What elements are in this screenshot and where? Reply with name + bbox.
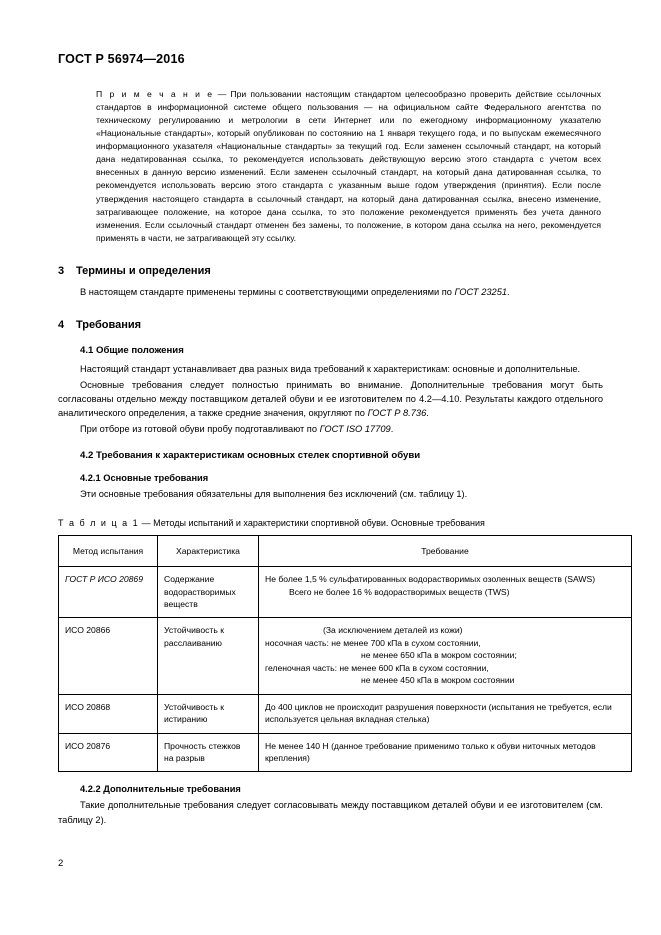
table-1-caption-label: Т а б л и ц а 1	[58, 517, 140, 528]
table-cell-characteristic: Устойчивость к расслаиванию	[158, 618, 259, 694]
requirement-line: не менее 650 кПа в мокром состоянии;	[361, 650, 517, 661]
section-heading-4	[58, 319, 603, 331]
table-1-caption-text: — Методы испытаний и характеристики спортивной обуви. Основные требования	[139, 517, 485, 528]
subsection-4-1-reference-2: ГОСТ ISO 17709	[319, 423, 391, 434]
requirement-line: (За исключением деталей из кожи)	[323, 625, 463, 636]
subsection-4-1-paragraph-3	[58, 422, 603, 436]
table-cell-method: ИСО 20868	[59, 694, 158, 733]
requirement-line: носочная часть: не менее 700 кПа в сухом состоянии,	[265, 637, 481, 648]
table-cell-requirement	[259, 567, 632, 618]
section-heading-3	[58, 265, 603, 277]
subsection-4-1-paragraph-1: Настоящий стандарт устанавливает два разных вида требований к характеристикам: основные и дополнительные.	[80, 364, 581, 375]
subsection-4-2-1-paragraph: Эти основные требования обязательны для выполнения без исключений (см. таблицу 1).	[80, 489, 468, 500]
subsection-heading-4-1: 4.1 Общие положения	[80, 345, 184, 357]
table-cell-requirement	[259, 694, 632, 733]
table-cell-characteristic: Устойчивость к истиранию	[158, 694, 259, 733]
section-3-paragraph-text: В настоящем стандарте применены термины с соответствующими определениями по	[80, 286, 455, 297]
table-cell-requirement	[259, 733, 632, 772]
subsection-heading-4-2-1: 4.2.1 Основные требования	[80, 473, 209, 484]
subsection-4-1-paragraph-2-b: .	[426, 408, 429, 419]
requirement-line: не менее 450 кПа в мокром состоянии	[361, 675, 515, 686]
subsection-heading-4-2-2: 4.2.2 Дополнительные требования	[80, 784, 241, 795]
section-3-reference: ГОСТ 23251	[454, 286, 508, 297]
subsection-4-1-paragraph-2-a: Основные требования следует полностью принимать во внимание. Дополнительные требования могут быть согласованы отдельно между поставщиком деталей обуви и ее изготовителем по 4.2—4.10. Результаты каждого отдельного аналитического определения, а также средние значения, округляют по	[58, 379, 603, 419]
table-header-method: Метод испытания	[59, 535, 158, 566]
table-row	[59, 694, 632, 733]
requirement-line: Не более 1,5 % сульфатированных водорастворимых озоленных веществ (SAWS)	[265, 574, 596, 585]
requirements-table-1	[58, 535, 632, 773]
table-cell-method: ИСО 20876	[59, 733, 158, 772]
table-header-characteristic: Характеристика	[158, 535, 259, 566]
page-title: ГОСТ Р 56974—2016	[58, 52, 185, 66]
subsection-4-1-paragraph-3-b: .	[390, 423, 394, 434]
table-cell-characteristic: Содержание водорастворимых веществ	[158, 567, 259, 618]
note-block	[96, 88, 603, 245]
section-3-number: 3	[58, 264, 65, 277]
subsection-4-1-paragraph-2	[58, 378, 603, 421]
note-label: П р и м е ч а н и е	[96, 89, 214, 99]
requirement-line: До 400 циклов не происходит разрушения поверхности (испытания не требуется, если используется цельная вкладная стелька)	[265, 701, 612, 725]
section-3-paragraph	[58, 285, 603, 299]
table-cell-method: ГОСТ Р ИСО 20869	[59, 567, 158, 618]
table-row	[59, 733, 632, 772]
table-row	[59, 567, 632, 618]
table-header-requirement: Требование	[259, 535, 632, 566]
note-text: — При пользовании настоящим стандартом целесообразно проверить действие ссылочных стандартов в информационной системе общего пользования — на официальном сайте Федерального агентства по техническому регулированию и метрологии в сети Интернет или по ежегодному информационному указателю «Национальные стандарты», который опубликован по состоянию на 1 января текущего года, и по выпускам ежемесячного информационного указателя «Национальные стандарты» за текущий год. Если заменен ссылочный стандарт, на который дана недатированная ссылка, то рекомендуется использовать действующую версию этого стандарта с учетом всех внесенных в данную версию изменений. Если заменен ссылочный стандарт, на который дана датированная ссылка, то рекомендуется использовать версию этого стандарта с указанным выше годом утверждения (принятия). Если после утверждения настоящего стандарта в ссылочный стандарт, на который дана датированная ссылка, внесено изменение, затрагивающее положение, на которое дана ссылка, то это положение рекомендуется применять без учета данного изменения. Если ссылочный стандарт отменен без замены, то положение, в котором дана ссылка на него, рекомендуется применять в части, не затрагивающей эту ссылку.	[96, 89, 602, 243]
table-cell-characteristic: Прочность стежков на разрыв	[158, 733, 259, 772]
requirement-line: Не менее 140 Н (данное требование применимо только к обуви ниточных методов крепления)	[265, 740, 596, 764]
requirement-line: Всего не более 16 % водорастворимых веществ (TWS)	[289, 586, 510, 597]
subsection-heading-4-2: 4.2 Требования к характеристикам основных стелек спортивной обуви	[80, 450, 421, 462]
table-row	[59, 618, 632, 694]
requirement-line: геленочная часть: не менее 600 кПа в сухом состоянии,	[265, 662, 489, 673]
page-number: 2	[58, 858, 64, 869]
table-cell-requirement	[259, 618, 632, 694]
section-4-title: Требования	[76, 319, 142, 332]
section-4-number: 4	[58, 319, 65, 332]
table-1-caption	[58, 518, 603, 528]
subsection-4-2-2-paragraph: Такие дополнительные требования следует согласовывать между поставщиком деталей обуви и ее изготовителем (см. таблицу 2).	[58, 800, 603, 825]
subsection-4-1-paragraph-3-a: При отборе из готовой обуви пробу подготавливают по	[80, 423, 320, 434]
table-cell-method: ИСО 20866	[59, 618, 158, 694]
table-header-row	[59, 535, 632, 566]
subsection-4-1-reference-1: ГОСТ Р 8.736	[367, 408, 427, 419]
section-3-title: Термины и определения	[76, 264, 211, 277]
section-3-paragraph-tail: .	[507, 286, 510, 297]
